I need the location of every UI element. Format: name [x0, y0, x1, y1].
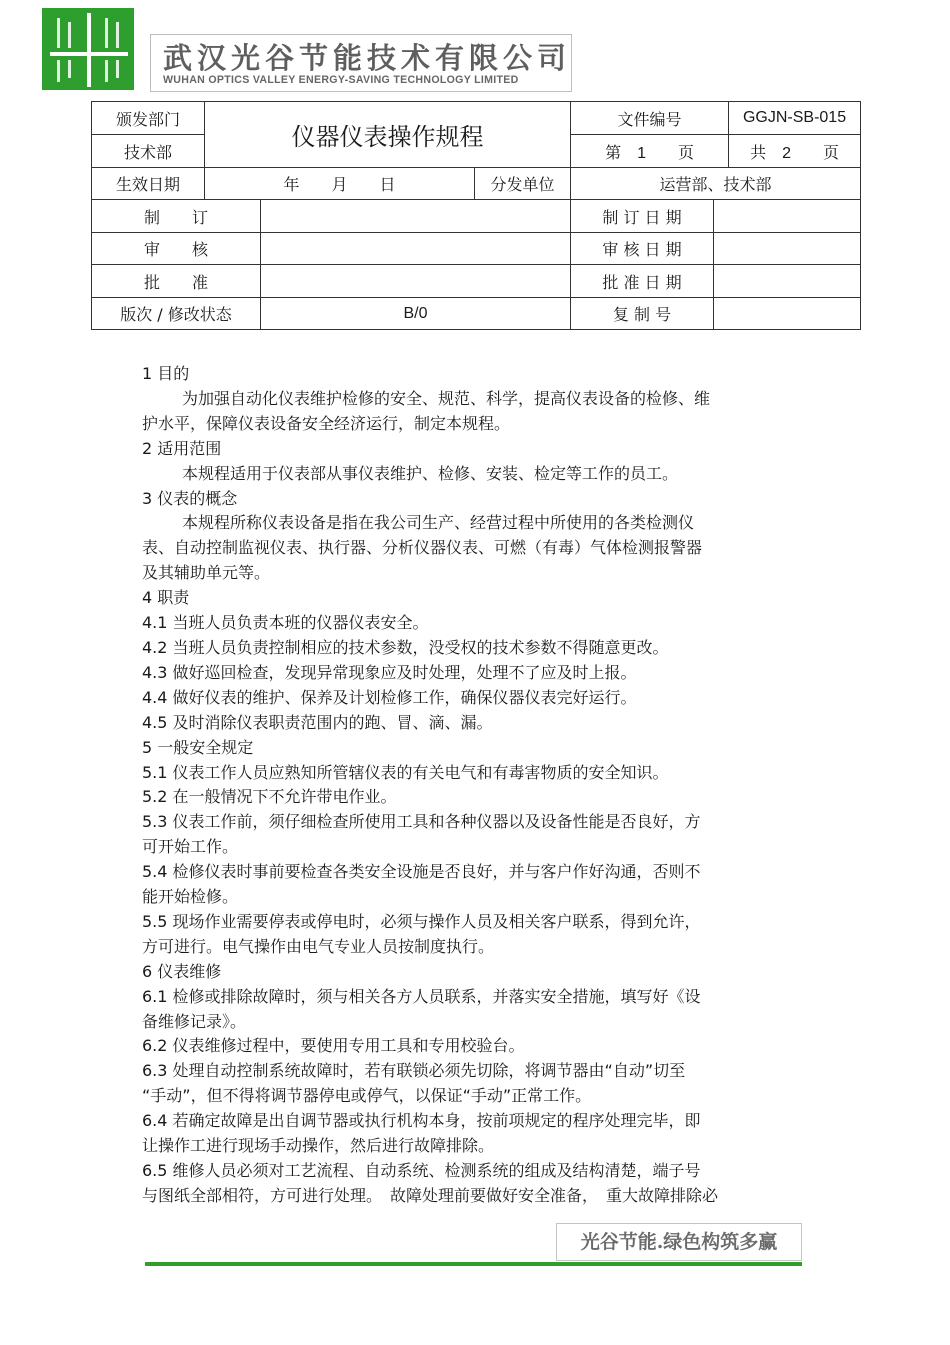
issuing-dept-value: 技术部: [92, 135, 205, 168]
approved-value: [261, 265, 571, 298]
page-current: 第 1 页: [571, 135, 729, 168]
company-logo-icon: [42, 8, 134, 90]
body-line: 5.2 在一般情况下不允许带电作业。: [142, 787, 397, 807]
body-line: 6 仪表维修: [142, 961, 222, 981]
reviewed-date-label: 审 核 日 期: [571, 233, 714, 265]
doc-number-label: 文件编号: [571, 102, 729, 135]
prepared-date-value: [714, 200, 861, 233]
body-line: 5.1 仪表工作人员应熟知所管辖仪表的有关电气和有毒害物质的安全知识。: [142, 762, 669, 782]
approved-date-label: 批 准 日 期: [571, 265, 714, 298]
body-line: 可开始工作。: [142, 837, 239, 857]
body-line: 5.4 检修仪表时事前要检查各类安全设施是否良好，并与客户作好沟通，否则不: [142, 862, 701, 882]
company-name-banner: [150, 34, 572, 92]
prepared-value: [261, 200, 571, 233]
body-line: 让操作工进行现场手动操作，然后进行故障排除。: [142, 1136, 495, 1156]
body-line: 与图纸全部相符，方可进行处理。 故障处理前要做好安全准备， 重大故障排除必: [142, 1185, 719, 1205]
prepared-date-label: 制 订 日 期: [571, 200, 714, 233]
body-line: 6.5 维修人员必须对工艺流程、自动系统、检测系统的组成及结构清楚，端子号: [142, 1161, 701, 1180]
reviewed-label: 审 核: [92, 233, 261, 265]
body-line: 5.5 现场作业需要停表或停电时，必须与操作人员及相关客户联系，得到允许，: [142, 911, 701, 931]
body-line: “手动”，但不得将调节器停电或停气，以保证“手动”正常工作。: [142, 1086, 592, 1106]
body-line: 1 目的: [142, 364, 190, 383]
doc-number-value: GGJN-SB-015: [729, 102, 861, 135]
body-line: 能开始检修。: [142, 887, 239, 907]
distribution-value: 运营部、技术部: [571, 168, 861, 200]
body-line: 6.3 处理自动控制系统故障时，若有联锁必须先切除，将调节器由“自动”切至: [142, 1061, 686, 1081]
version-value: B/0: [261, 298, 571, 330]
company-name-en: WUHAN OPTICS VALLEY ENERGY-SAVING TECHNOLOGY LIMITED: [163, 74, 519, 86]
approved-date-value: [714, 265, 861, 298]
effective-date-label: 生效日期: [92, 168, 205, 200]
body-line: 5 一般安全规定: [142, 737, 254, 757]
body-line: 5.3 仪表工作前，须仔细检查所使用工具和各种仪器以及设备性能是否良好，方: [142, 812, 701, 832]
body-line: 本规程适用于仪表部从事仪表维护、检修、安装、检定等工作的员工。: [182, 463, 679, 483]
body-line: 4.1 当班人员负责本班的仪器仪表安全。: [142, 613, 429, 633]
body-line: 及其辅助单元等。: [142, 563, 271, 583]
footer-slogan: 光谷节能.绿色构筑多赢: [556, 1223, 802, 1261]
company-name-cn: 武汉光谷节能技术有限公司: [163, 41, 572, 75]
procedure-body: [142, 362, 802, 1209]
body-line: 表、自动控制监视仪表、执行器、分析仪器仪表、可燃（有毒）气体检测报警器: [142, 538, 703, 558]
body-line: 备维修记录》。: [142, 1011, 247, 1031]
body-line: 4 职责: [142, 588, 190, 608]
copy-number-label: 复 制 号: [571, 298, 714, 330]
page-total: 共 2 页: [729, 135, 861, 168]
effective-date-value: 年 月 日: [205, 168, 475, 200]
body-line: 4.4 做好仪表的维护、保养及计划检修工作，确保仪器仪表完好运行。: [142, 687, 637, 707]
body-line: 6.2 仪表维修过程中，要使用专用工具和专用校验台。: [142, 1036, 525, 1056]
issuing-dept-label: 颁发部门: [92, 102, 205, 135]
document-control-table: [91, 101, 861, 330]
footer-green-rule: [145, 1262, 802, 1266]
prepared-label: 制 订: [92, 200, 261, 233]
body-line: 本规程所称仪表设备是指在我公司生产、经营过程中所使用的各类检测仪: [182, 513, 695, 533]
body-line: 2 适用范围: [142, 438, 222, 458]
distribution-label: 分发单位: [475, 168, 571, 200]
body-line: 6.4 若确定故障是出自调节器或执行机构本身，按前项规定的程序处理完毕，即: [142, 1111, 701, 1131]
copy-number-value: [714, 298, 861, 330]
body-line: 6.1 检修或排除故障时，须与相关各方人员联系，并落实安全措施，填写好《设: [142, 986, 701, 1006]
body-line: 4.2 当班人员负责控制相应的技术参数，没受权的技术参数不得随意更改。: [142, 637, 669, 657]
body-line: 3 仪表的概念: [142, 488, 238, 508]
reviewed-value: [261, 233, 571, 265]
document-title: 仪器仪表操作规程: [205, 102, 571, 168]
version-label: 版次 / 修改状态: [92, 298, 261, 330]
body-line: 护水平，保障仪表设备安全经济运行，制定本规程。: [142, 413, 511, 433]
approved-label: 批 准: [92, 265, 261, 298]
body-line: 4.3 做好巡回检查，发现异常现象应及时处理，处理不了应及时上报。: [142, 662, 637, 682]
body-line: 方可进行。电气操作由电气专业人员按制度执行。: [142, 936, 495, 956]
body-line: 4.5 及时消除仪表职责范围内的跑、冒、滴、漏。: [142, 712, 493, 732]
body-line: 为加强自动化仪表维护检修的安全、规范、科学，提高仪表设备的检修、维: [182, 388, 711, 408]
reviewed-date-value: [714, 233, 861, 265]
